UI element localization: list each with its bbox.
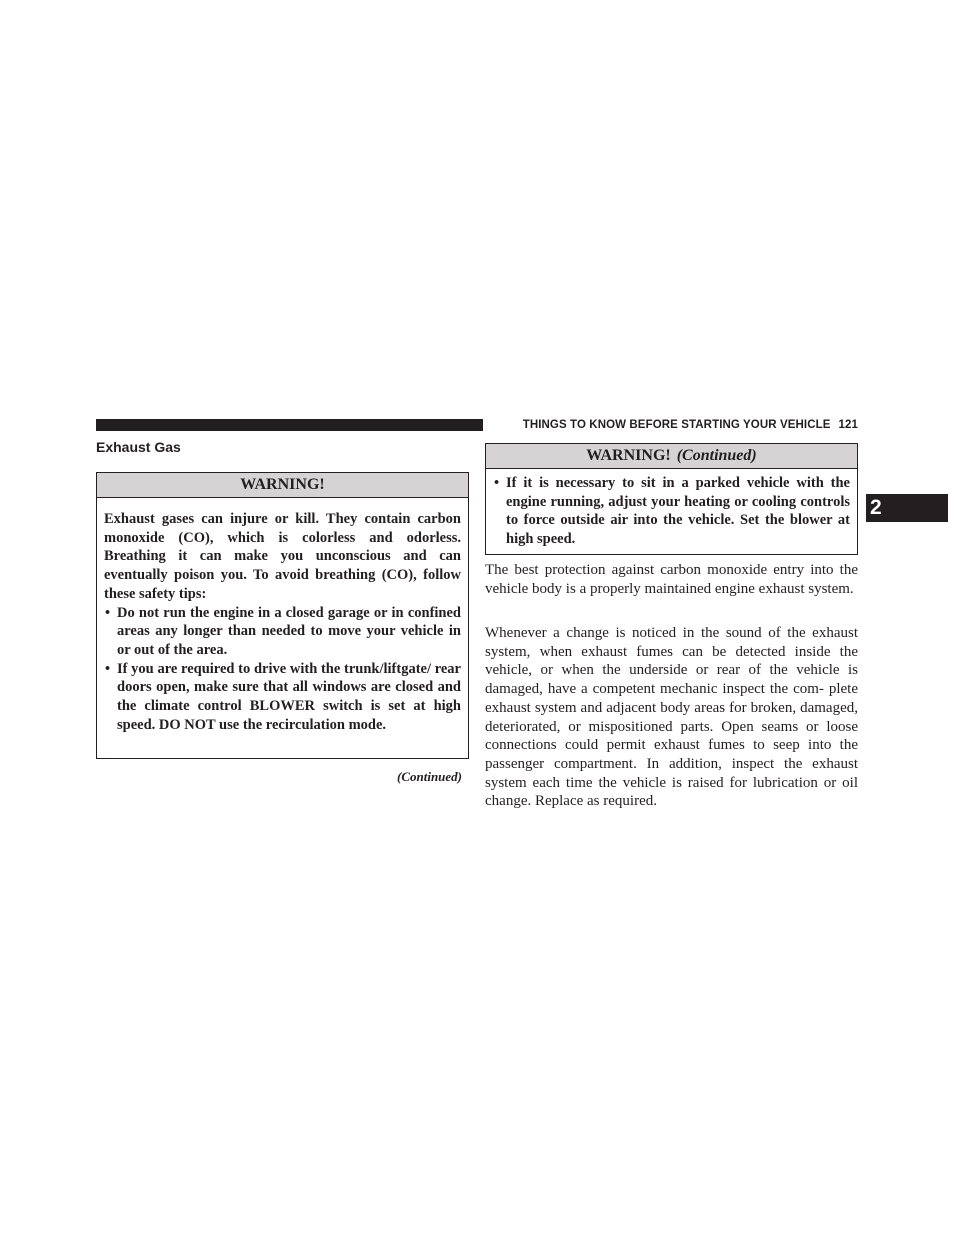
warning-bullet-list bbox=[493, 474, 850, 549]
body-paragraph: Whenever a change is noticed in the sound of the exhaust system, when exhaust fumes can be detected inside the vehicle, or when the underside or rear of the vehicle is damaged, have a competent mechanic inspect the com- plete exhaust system and adjacent body areas for broken, damaged, deteriorated, or mispositioned parts. Open seams or loose connections could permit exhaust fumes to seep into the passenger compartment. In addition, inspect the exhaust system each time the vehicle is raised for lubrication or oil change. Replace as required. bbox=[485, 625, 858, 810]
running-header-title: THINGS TO KNOW BEFORE STARTING YOUR VEHICLE bbox=[522, 419, 831, 431]
warning-bullet: • Do not run the engine in a closed garage or in confined areas any longer than needed to move your vehicle in or out of the area. bbox=[104, 604, 461, 660]
header-rule-bar bbox=[96, 419, 483, 431]
warning-bullet: • If it is necessary to sit in a parked vehicle with the engine running, adjust your heating or cooling controls to force outside air into the vehicle. Set the blower at high speed. bbox=[493, 474, 850, 549]
chapter-tab: 2 bbox=[866, 494, 948, 522]
section-title: Exhaust Gas bbox=[96, 439, 181, 455]
warning-bullet-list bbox=[104, 604, 461, 735]
running-header bbox=[492, 417, 858, 433]
warning-box-right bbox=[485, 443, 858, 555]
warning-heading-continued bbox=[486, 444, 857, 469]
warning-box-left bbox=[96, 472, 469, 759]
warning-bullet: • If you are required to drive with the trunk/liftgate/ rear doors open, make sure that all windows are closed and the climate control BLOWER switch is set at high speed. DO NOT use the recirculation mode. bbox=[104, 660, 461, 735]
body-paragraph: The best protection against carbon monoxide entry into the vehicle body is a properly maintained engine exhaust system. bbox=[485, 562, 858, 597]
warning-intro: Exhaust gases can injure or kill. They contain carbon monoxide (CO), which is colorless and odorless. Breathing it can make you unconscious and can eventually poison you. To avoid breathing (CO), follow these safety tips: bbox=[104, 511, 461, 602]
continued-note: (Continued) bbox=[396, 769, 462, 784]
warning-heading-label: WARNING! bbox=[586, 447, 671, 464]
warning-body bbox=[486, 469, 857, 549]
warning-heading: WARNING! bbox=[97, 473, 468, 498]
warning-heading-suffix: (Continued) bbox=[676, 447, 757, 464]
page-number: 121 bbox=[838, 419, 858, 431]
warning-body bbox=[97, 498, 468, 734]
